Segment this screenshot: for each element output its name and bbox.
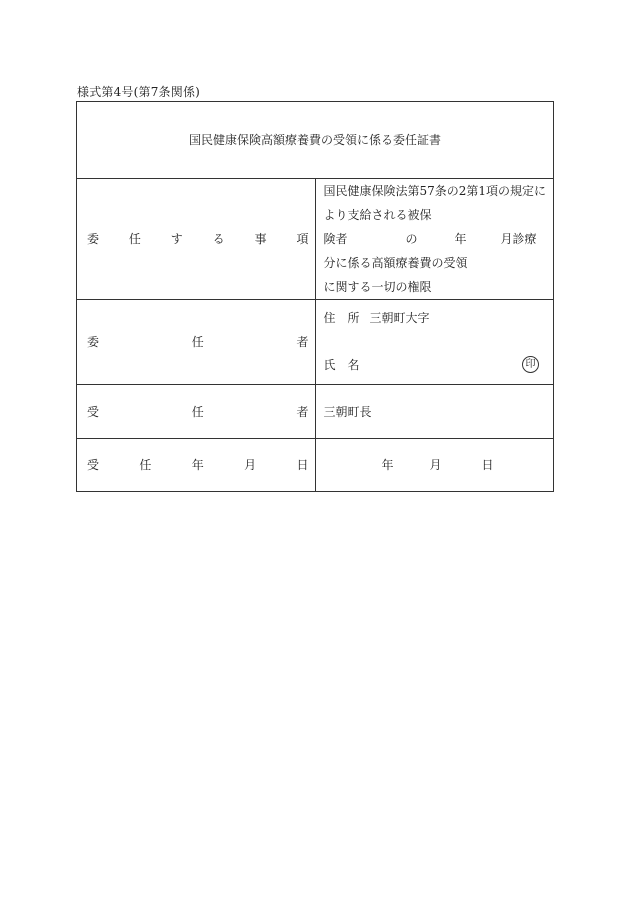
grantee-value: 三朝町長 [315,385,554,439]
acceptance-date-row [77,439,554,492]
label-char: 年 [191,458,204,472]
delegated-matter-label [77,179,316,300]
insured-label: 険者 [323,232,348,246]
acceptance-date-label [77,439,316,492]
label-char: 者 [296,335,309,349]
label-char: 事 [254,232,267,246]
year-label: 年 [381,458,394,472]
document-title: 国民健康保険高額療養費の受領に係る委任証書 [77,102,554,179]
title-row [77,102,554,179]
matter-line-2 [324,227,548,275]
label-char: 者 [296,404,309,419]
matter-line-1: 国民健康保険法第57条の2第1項の規定により支給される被保 [323,184,547,222]
label-char: 任 [139,458,152,472]
month-label: 月 [429,458,442,472]
delegated-matter-content [315,179,554,300]
name-line [324,354,360,376]
label-char: 委 [87,335,100,349]
grantor-row [77,300,554,385]
label-char: る [212,232,225,246]
label-char: 受 [87,404,100,419]
day-label: 日 [481,458,494,472]
grantee-row [77,385,554,439]
label-char: 受 [87,458,100,472]
label-char: 日 [296,458,309,472]
address-label: 住 所 [323,311,360,325]
grantor-content [315,300,554,385]
possessive-particle: の [405,232,418,246]
month-treatment-text: 月診療分に係る高額療養費の受領 [323,232,537,270]
label-char: 任 [191,404,204,419]
seal-mark-icon: 印 [522,356,539,373]
form-number: 様式第4号(第7条関係) [77,85,201,99]
label-char: 委 [87,232,100,246]
delegation-form-table [76,101,554,492]
address-line [324,307,430,329]
label-char: 項 [296,232,309,246]
year-blank-label: 年 [454,232,467,246]
delegated-matter-row [77,179,554,300]
acceptance-date-content [315,439,554,492]
address-value: 三朝町大字 [369,311,430,325]
grantor-label [77,300,316,385]
matter-line-3: に関する一切の権限 [323,280,432,294]
label-char: 任 [128,232,141,246]
label-char: 任 [191,335,204,349]
label-char: 月 [244,458,257,472]
grantee-label [77,385,316,439]
name-label: 氏 名 [323,358,360,372]
label-char: す [170,232,183,246]
